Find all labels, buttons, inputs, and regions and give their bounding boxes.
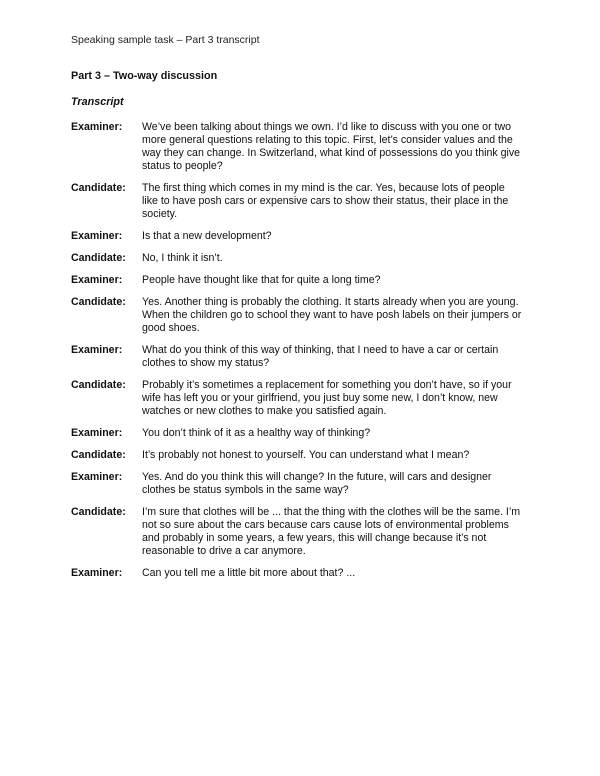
dialogue-turn	[71, 449, 531, 462]
dialogue-turn	[71, 344, 531, 370]
utterance-text: People have thought like that for quite a long time?	[142, 274, 381, 286]
utterance-text: We’ve been talking about things we own. I’d like to discuss with you one or two more general questions relating to this topic. First, let’s consider values and the way they can change. In Switzerland, what kind of possessions do you think give status to people?	[142, 121, 521, 172]
transcript-subheading: Transcript	[71, 96, 124, 108]
dialogue-turn	[71, 230, 531, 243]
utterance-text: I’m sure that clothes will be ... that the thing with the clothes will be the same. I’m not so sure about the cars because cars cause lots of environmental problems and probably in some years, a few years, this will change because it’s not reasonable to drive a car anymore.	[142, 506, 521, 557]
speaker-label: Candidate:	[71, 506, 126, 518]
utterance-text: You don’t think of it as a healthy way of thinking?	[142, 427, 371, 439]
utterance-text: No, I think it isn’t.	[142, 252, 223, 264]
speaker-label: Examiner:	[71, 567, 123, 579]
utterance-text: Is that a new development?	[142, 230, 272, 242]
utterance-text: Probably it’s sometimes a replacement for something you don’t have, so if your wife has left you or your girlfriend, you just buy some new, I don’t know, new watches or new clothes to make you satisfied again.	[142, 379, 512, 417]
speaker-label: Examiner:	[71, 427, 123, 439]
dialogue-turn	[71, 296, 531, 335]
dialogue-turn	[71, 274, 531, 287]
dialogue-turn	[71, 379, 531, 418]
dialogue-turn	[71, 567, 531, 580]
section-title: Part 3 – Two-way discussion	[71, 70, 218, 82]
speaker-label: Candidate:	[71, 449, 126, 461]
utterance-text: What do you think of this way of thinking, that I need to have a car or certain clothes to show my status?	[142, 344, 499, 369]
dialogue-turn	[71, 506, 531, 558]
utterance-text: Can you tell me a little bit more about that? ...	[142, 567, 356, 579]
utterance-text: The first thing which comes in my mind is the car. Yes, because lots of people like to have posh cars or expensive cars to show their status, their place in the society.	[142, 182, 509, 220]
speaker-label: Candidate:	[71, 379, 126, 391]
dialogue-turn	[71, 471, 531, 497]
speaker-label: Examiner:	[71, 274, 123, 286]
utterance-text: Yes. Another thing is probably the clothing. It starts already when you are young. When the children go to school they want to have posh labels on their jumpers or good shoes.	[142, 296, 522, 334]
speaker-label: Candidate:	[71, 296, 126, 308]
dialogue-turn	[71, 121, 531, 173]
speaker-label: Candidate:	[71, 182, 126, 194]
speaker-label: Examiner:	[71, 344, 123, 356]
dialogue-turn	[71, 252, 531, 265]
transcript	[71, 121, 531, 589]
utterance-text: It’s probably not honest to yourself. You can understand what I mean?	[142, 449, 470, 461]
speaker-label: Examiner:	[71, 471, 123, 483]
speaker-label: Examiner:	[71, 230, 123, 242]
running-header: Speaking sample task – Part 3 transcript	[71, 34, 260, 46]
utterance-text: Yes. And do you think this will change? In the future, will cars and designer clothes be status symbols in the same way?	[142, 471, 492, 496]
speaker-label: Candidate:	[71, 252, 126, 264]
dialogue-turn	[71, 427, 531, 440]
dialogue-turn	[71, 182, 531, 221]
speaker-label: Examiner:	[71, 121, 123, 133]
